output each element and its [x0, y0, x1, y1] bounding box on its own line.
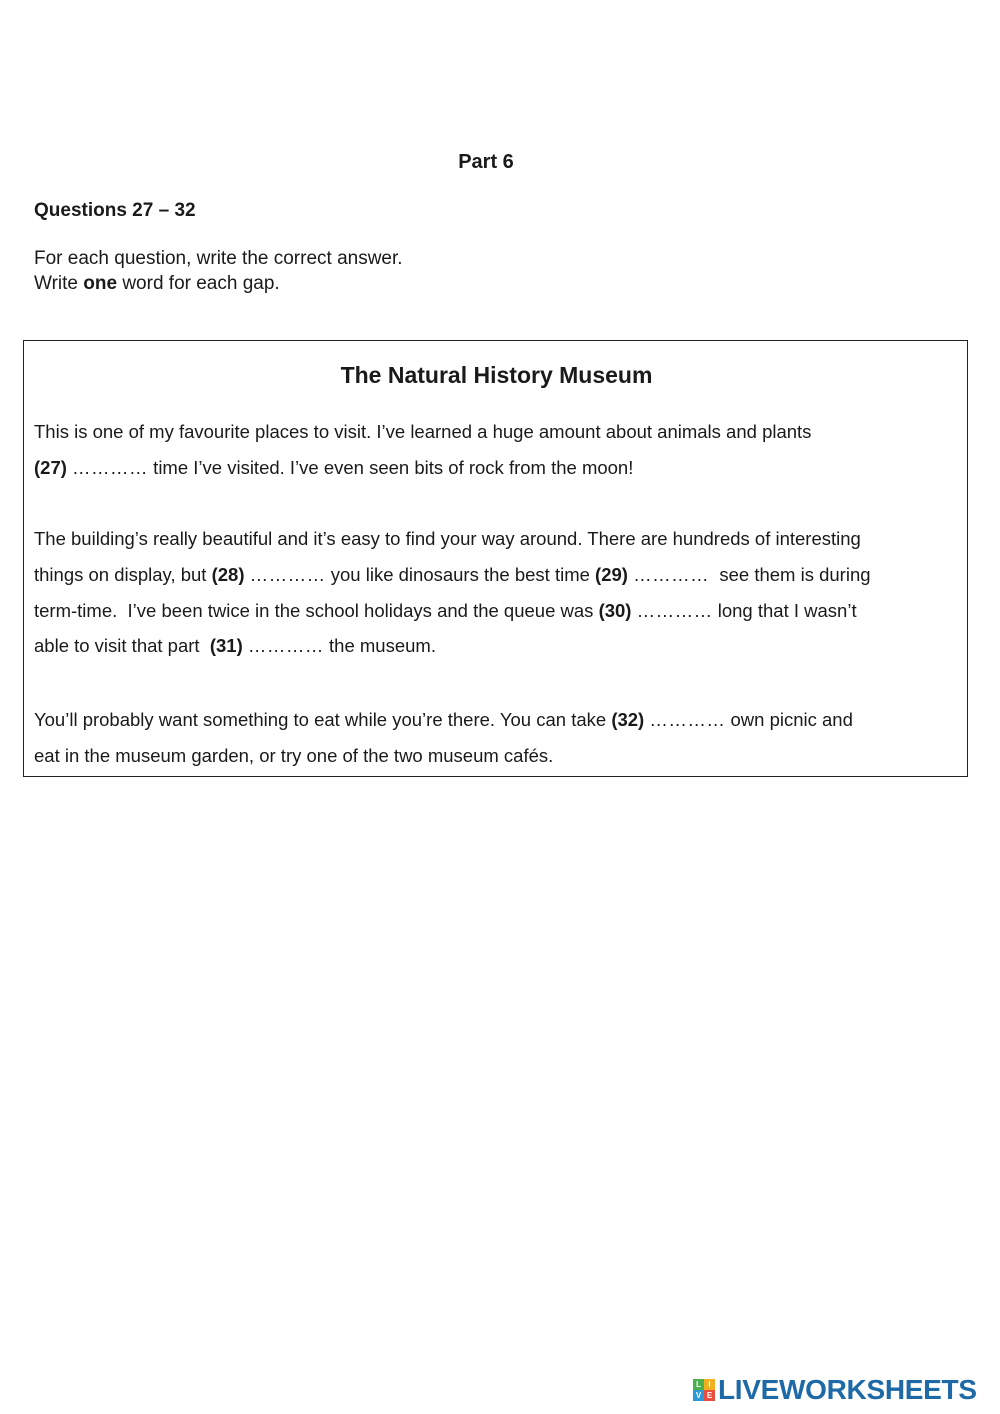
questions-heading: Questions 27 – 32	[34, 200, 196, 221]
passage-box	[23, 340, 968, 777]
instruction-line-1: For each question, write the correct answer.	[34, 248, 403, 269]
question-number-29: (29)	[595, 563, 628, 585]
gap-30[interactable]: …………	[636, 599, 713, 621]
instruction-text: word for each gap.	[117, 273, 280, 294]
paragraph-2	[34, 521, 964, 664]
passage-text: you like dinosaurs the best time	[325, 563, 596, 585]
passage-text: things on display, but	[34, 563, 212, 585]
question-number-30: (30)	[598, 599, 632, 621]
passage-text: own picnic and	[725, 709, 853, 730]
passage-text: term-time. I’ve been twice in the school holidays and the queue was	[34, 599, 599, 621]
passage-line	[34, 450, 964, 486]
logo-letter: V	[693, 1390, 704, 1401]
gap-29[interactable]: …………	[633, 563, 710, 585]
instruction-line-2	[34, 271, 403, 296]
passage-text: time I’ve visited. I’ve even seen bits of rock from the moon!	[148, 456, 634, 478]
gap-32[interactable]: …………	[649, 709, 726, 730]
question-number-31: (31)	[209, 635, 243, 657]
passage-text: able to visit that part	[34, 635, 210, 657]
question-number-27: (27)	[34, 456, 67, 478]
logo-letter: I	[704, 1379, 715, 1390]
instruction-emphasis: one	[83, 273, 118, 294]
question-number-32: (32)	[611, 709, 645, 730]
logo-letter: L	[693, 1379, 704, 1390]
passage-text: see them is during	[709, 563, 871, 585]
passage-text: long that I wasn’t	[712, 599, 857, 621]
instructions	[34, 246, 403, 296]
logo-letter: E	[704, 1390, 715, 1401]
passage-line	[34, 557, 964, 593]
liveworksheets-brand[interactable]	[693, 1374, 977, 1406]
liveworksheets-logo-icon	[693, 1379, 715, 1401]
question-number-28: (28)	[211, 563, 245, 585]
instruction-text: Write	[34, 273, 84, 294]
passage-line: This is one of my favourite places to visit. I’ve learned a huge amount about animals and plants	[34, 421, 812, 442]
gap-27[interactable]: …………	[72, 456, 149, 478]
passage-line	[34, 628, 964, 664]
brand-name: LIVEWORKSHEETS	[718, 1374, 977, 1405]
passage-line	[34, 593, 964, 629]
passage-text: the museum.	[323, 635, 436, 657]
paragraph-3	[34, 702, 964, 774]
paragraph-1	[34, 414, 964, 486]
passage-title: The Natural History Museum	[340, 362, 653, 388]
passage-line: eat in the museum garden, or try one of the two museum cafés.	[34, 744, 554, 766]
passage-line	[34, 702, 964, 738]
gap-31[interactable]: …………	[247, 635, 324, 657]
passage-text: You’ll probably want something to eat while you’re there. You can take	[34, 709, 612, 730]
part-heading: Part 6	[458, 151, 514, 173]
passage-line: The building’s really beautiful and it’s easy to find your way around. There are hundreds of interesting	[34, 528, 861, 549]
gap-28[interactable]: …………	[249, 563, 326, 585]
